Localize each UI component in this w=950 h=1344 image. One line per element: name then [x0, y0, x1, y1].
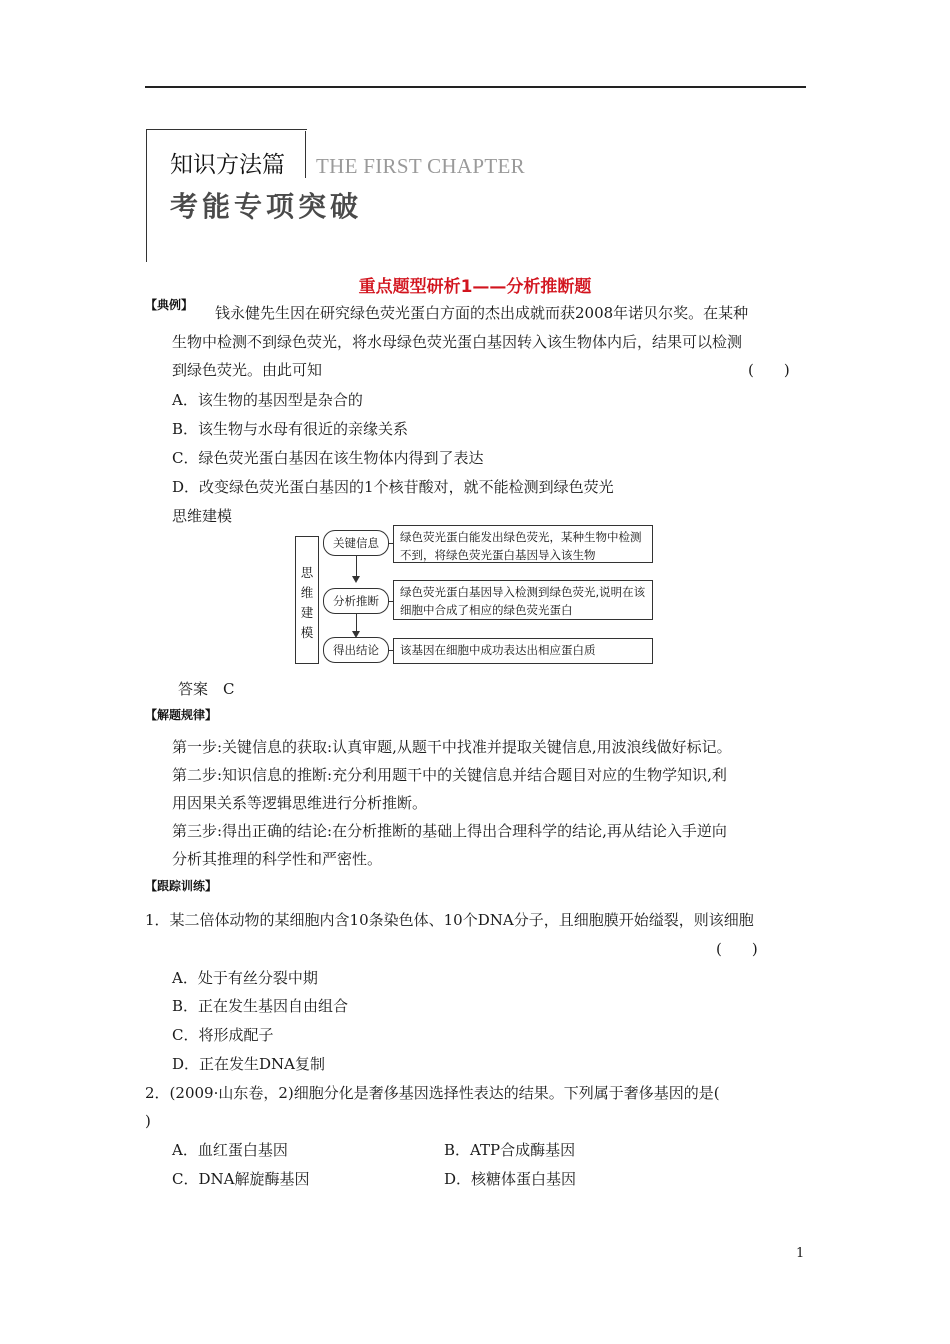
example-answer: 答案 C [178, 680, 235, 698]
rules-tag: 【解题规律】 [145, 708, 218, 722]
section-name: 知识方法篇 [170, 152, 285, 178]
chapter-banner-divider [305, 131, 306, 178]
q1-stem: 1．某二倍体动物的某细胞内含10条染色体、10个DNA分子，且细胞膜开始缢裂，则该细胞 [145, 911, 754, 929]
example-option-d: D．改变绿色荧光蛋白基因的1个核苷酸对，就不能检测到绿色荧光 [172, 478, 614, 496]
diagram-step-text-key-info: 绿色荧光蛋白能发出绿色荧光，某种生物中检测不到，将绿色荧光蛋白基因导入该生物 [393, 525, 653, 563]
diagram-flow-line [356, 613, 357, 633]
q1-option-a: A．处于有丝分裂中期 [172, 969, 318, 987]
q1-option-c: C．将形成配子 [172, 1026, 274, 1044]
diagram-step-label-analysis: 分析推断 [323, 588, 389, 614]
diagram-step-label-conclusion: 得出结论 [323, 637, 389, 663]
q2-option-a: A．血红蛋白基因 [172, 1141, 288, 1159]
rules-line5: 分析其推理的科学性和严密性。 [172, 850, 383, 868]
example-stem-line3: 到绿色荧光。由此可知 [172, 361, 323, 379]
diagram-step-label-key-info: 关键信息 [323, 530, 389, 556]
q2-option-d: D．核糖体蛋白基因 [444, 1170, 577, 1188]
rules-line4: 第三步:得出正确的结论:在分析推断的基础上得出合理科学的结论,再从结论入手逆向 [172, 822, 727, 840]
q2-option-c: C．DNA解旋酶基因 [172, 1170, 310, 1188]
example-answer-paren: ( ) [748, 361, 790, 379]
diagram-step-text-analysis: 绿色荧光蛋白基因导入检测到绿色荧光,说明在该细胞中合成了相应的绿色荧光蛋白 [393, 580, 653, 620]
diagram-arrow-down [352, 576, 360, 583]
diagram-step-text-conclusion: 该基因在细胞中成功表达出相应蛋白质 [393, 638, 653, 664]
q1-option-d: D．正在发生DNA复制 [172, 1055, 326, 1073]
diagram-flow-line [356, 555, 357, 577]
diagram-side-char: 维 [300, 585, 314, 600]
example-stem-line1: 钱永健先生因在研究绿色荧光蛋白方面的杰出成就而获2008年诺贝尔奖。在某种 [215, 304, 749, 322]
modeling-label: 思维建模 [172, 507, 233, 525]
q2-option-b: B．ATP合成酶基因 [444, 1141, 576, 1159]
practice-tag: 【跟踪训练】 [145, 879, 218, 893]
header-rule [145, 86, 806, 88]
q1-answer-paren: ( ) [716, 940, 758, 958]
page-number: 1 [796, 1246, 805, 1261]
q2-stem: 2．(2009·山东卷，2)细胞分化是奢侈基因选择性表达的结果。下列属于奢侈基因的是( [145, 1084, 720, 1102]
diagram-side-char: 建 [300, 605, 314, 620]
q2-stem-continued: ) [145, 1112, 151, 1130]
diagram-side-label-box [295, 536, 319, 664]
section-subtitle: 考能专项突破 [170, 190, 363, 223]
example-stem-line2: 生物中检测不到绿色荧光，将水母绿色荧光蛋白基因转入该生物体内后，结果可以检测 [172, 333, 743, 351]
example-option-a: A．该生物的基因型是杂合的 [172, 391, 363, 409]
example-option-b: B．该生物与水母有很近的亲缘关系 [172, 420, 409, 438]
rules-line2: 第二步:知识信息的推断:充分利用题干中的关键信息并结合题目对应的生物学知识,利 [172, 766, 727, 784]
q1-option-b: B．正在发生基因自由组合 [172, 997, 349, 1015]
chapter-english-title: THE FIRST CHAPTER [316, 154, 525, 178]
topic-title: 重点题型研析1——分析推断题 [358, 277, 592, 297]
diagram-side-char: 思 [300, 565, 314, 580]
rules-line1: 第一步:关键信息的获取:认真审题,从题干中找准并提取关键信息,用波浪线做好标记。 [172, 738, 732, 756]
example-option-c: C．绿色荧光蛋白基因在该生物体内得到了表达 [172, 449, 484, 467]
diagram-side-char: 模 [300, 625, 314, 640]
rules-line3: 用因果关系等逻辑思维进行分析推断。 [172, 794, 428, 812]
example-tag: 【典例】 [145, 298, 194, 312]
